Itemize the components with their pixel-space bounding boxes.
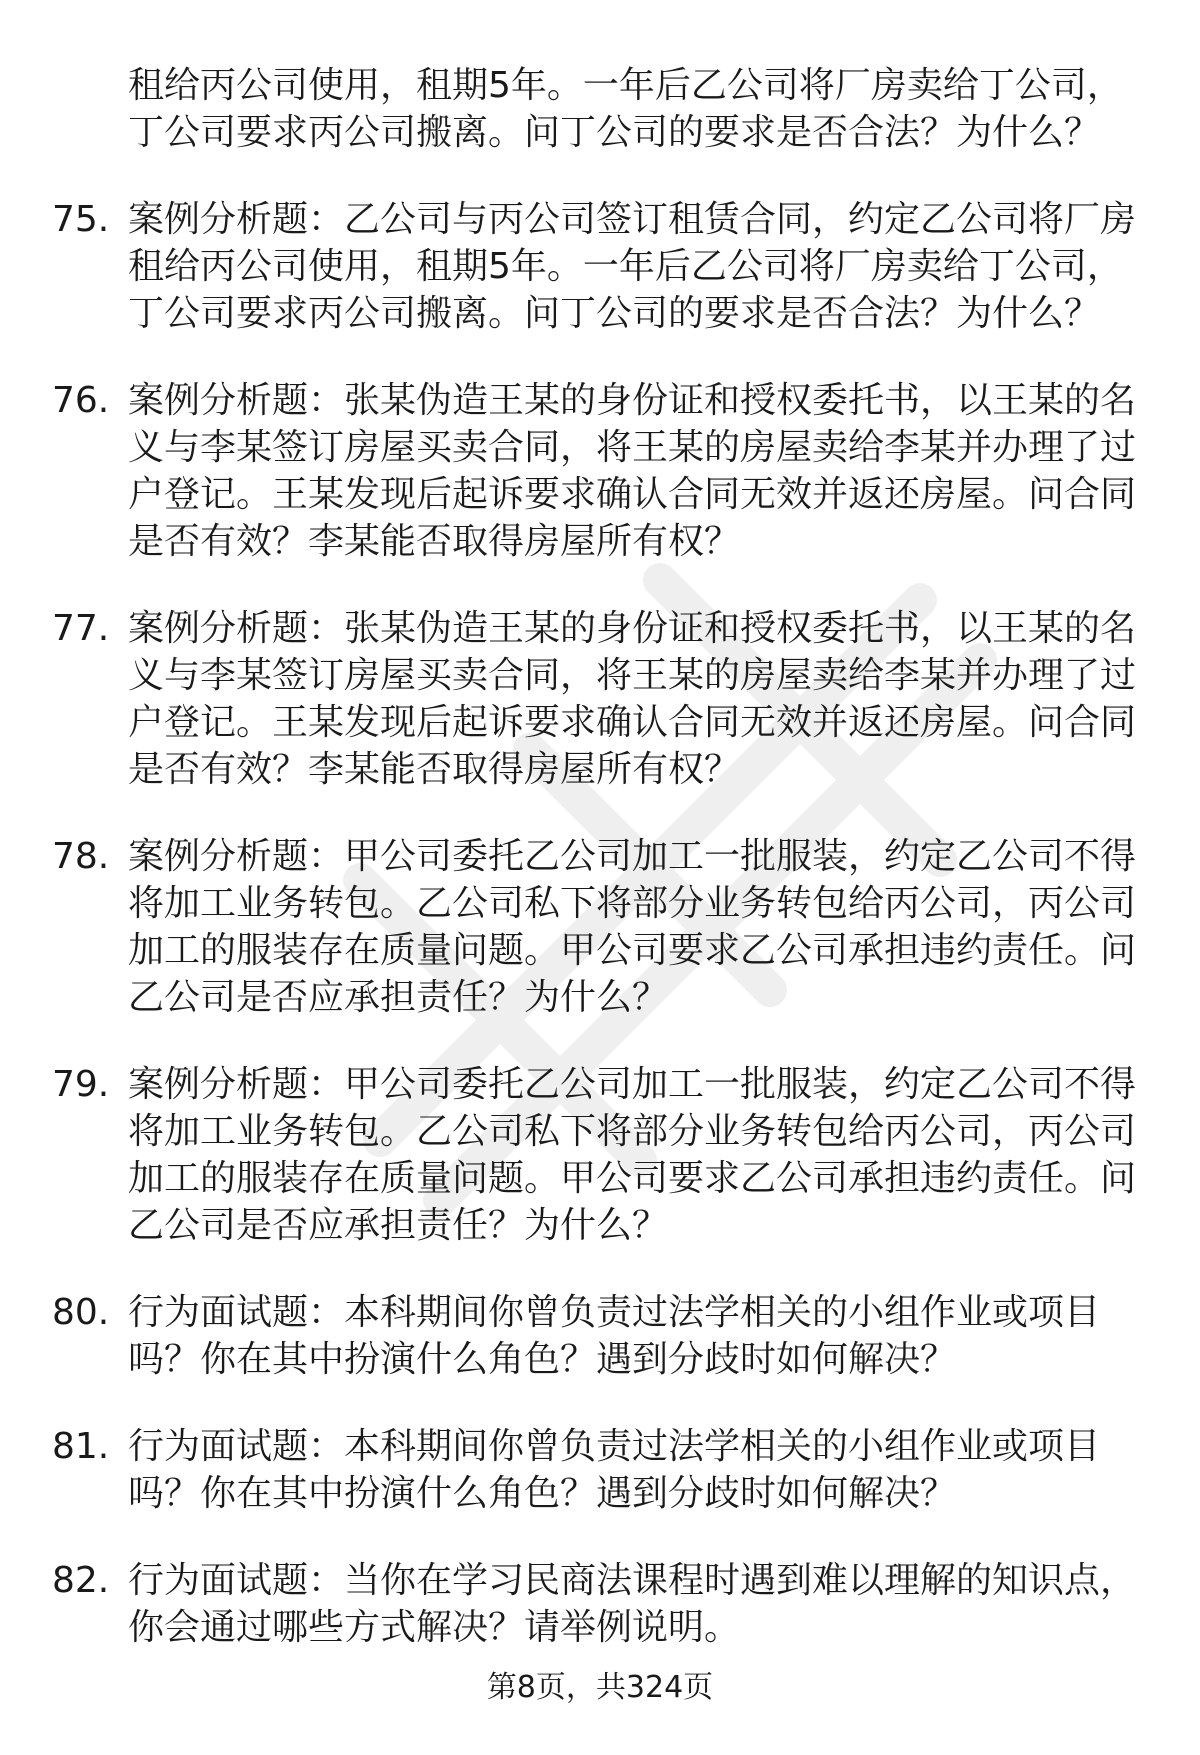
list-item [0, 1061, 1200, 1249]
list-item [0, 1557, 1200, 1651]
list-item [0, 833, 1200, 1021]
question-text: 案例分析题：乙公司与丙公司签订租赁合同，约定乙公司将厂房租给丙公司使用，租期5年。一年后乙公司将厂房卖给丁公司，丁公司要求丙公司搬离。问丁公司的要求是否合法？为什么？ [128, 199, 1137, 334]
continued-question-text: 租给丙公司使用，租期5年。一年后乙公司将厂房卖给丁公司，丁公司要求丙公司搬离。问丁公司的要求是否合法？为什么？ [128, 65, 1123, 153]
question-number: 78. [52, 836, 110, 877]
question-text: 行为面试题：本科期间你曾负责过法学相关的小组作业或项目吗？你在其中扮演什么角色？遇到分歧时如何解决？ [128, 1292, 1101, 1380]
question-list [0, 196, 1200, 1691]
list-item [0, 1289, 1200, 1383]
question-number: 81. [52, 1426, 110, 1467]
question-number: 79. [52, 1064, 110, 1105]
question-text: 案例分析题：甲公司委托乙公司加工一批服装，约定乙公司不得将加工业务转包。乙公司私下将部分业务转包给丙公司，丙公司加工的服装存在质量问题。甲公司要求乙公司承担违约责任。问乙公司是否应承担责任？为什么？ [128, 1064, 1137, 1246]
question-text: 案例分析题：张某伪造王某的身份证和授权委托书，以王某的名义与李某签订房屋买卖合同，将王某的房屋卖给李某并办理了过户登记。王某发现后起诉要求确认合同无效并返还房屋。问合同是否有效？李某能否取得房屋所有权？ [128, 608, 1137, 790]
question-number: 76. [52, 380, 110, 421]
question-text: 行为面试题：本科期间你曾负责过法学相关的小组作业或项目吗？你在其中扮演什么角色？遇到分歧时如何解决？ [128, 1426, 1101, 1514]
question-text: 案例分析题：甲公司委托乙公司加工一批服装，约定乙公司不得将加工业务转包。乙公司私下将部分业务转包给丙公司，丙公司加工的服装存在质量问题。甲公司要求乙公司承担违约责任。问乙公司是否应承担责任？为什么？ [128, 836, 1137, 1018]
question-number: 75. [52, 199, 110, 240]
page-footer: 第8页，共324页 [486, 1670, 714, 1705]
list-item [0, 1423, 1200, 1517]
list-item [0, 196, 1200, 337]
question-number: 80. [52, 1292, 110, 1333]
list-item [0, 605, 1200, 793]
question-number: 82. [52, 1560, 110, 1601]
question-text: 行为面试题：当你在学习民商法课程时遇到难以理解的知识点，你会通过哪些方式解决？请举例说明。 [128, 1560, 1137, 1648]
question-number: 77. [52, 608, 110, 649]
question-text: 案例分析题：张某伪造王某的身份证和授权委托书，以王某的名义与李某签订房屋买卖合同，将王某的房屋卖给李某并办理了过户登记。王某发现后起诉要求确认合同无效并返还房屋。问合同是否有效？李某能否取得房屋所有权？ [128, 380, 1137, 562]
list-item [0, 377, 1200, 565]
